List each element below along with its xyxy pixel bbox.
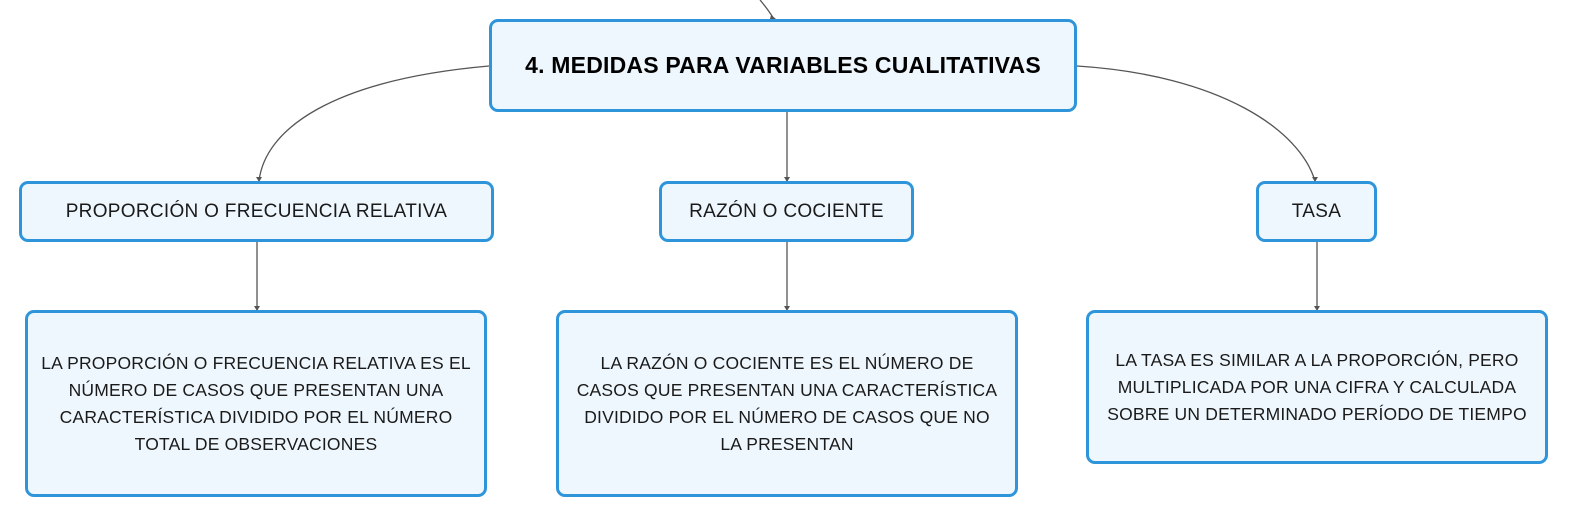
connector-root-to-branch-3 <box>1077 66 1315 181</box>
leaf-node-tasa[interactable] <box>1086 310 1548 464</box>
leaf-node-description: LA PROPORCIÓN O FRECUENCIA RELATIVA ES EL NÚMERO DE CASOS QUE PRESENTAN UNA CARACTERÍSTICA DIVIDIDO POR EL NÚMERO TOTAL DE OBSERVACIONES <box>41 352 471 454</box>
branch-node-label: RAZÓN O COCIENTE <box>689 200 884 222</box>
branch-node-label: PROPORCIÓN O FRECUENCIA RELATIVA <box>65 200 448 222</box>
leaf-node-proporcion[interactable] <box>25 310 487 497</box>
connector-root-to-branch-1 <box>259 66 489 181</box>
leaf-node-description: LA TASA ES SIMILAR A LA PROPORCIÓN, PERO MULTIPLICADA POR UNA CIFRA Y CALCULADA SOBRE UN DETERMINADO PERÍODO DE TIEMPO <box>1107 349 1527 424</box>
root-node[interactable] <box>489 19 1077 112</box>
leaf-node-razon[interactable] <box>556 310 1018 497</box>
branch-node-tasa[interactable] <box>1256 181 1377 242</box>
root-node-label: 4. MEDIDAS PARA VARIABLES CUALITATIVAS <box>525 52 1041 78</box>
leaf-node-description: LA RAZÓN O COCIENTE ES EL NÚMERO DE CASOS QUE PRESENTAN UNA CARACTERÍSTICA DIVIDIDO POR EL NÚMERO DE CASOS QUE NO LA PRESENTAN <box>576 352 998 454</box>
branch-node-label: TASA <box>1291 200 1342 222</box>
branch-node-razon[interactable] <box>659 181 914 242</box>
branch-node-proporcion[interactable] <box>19 181 494 242</box>
